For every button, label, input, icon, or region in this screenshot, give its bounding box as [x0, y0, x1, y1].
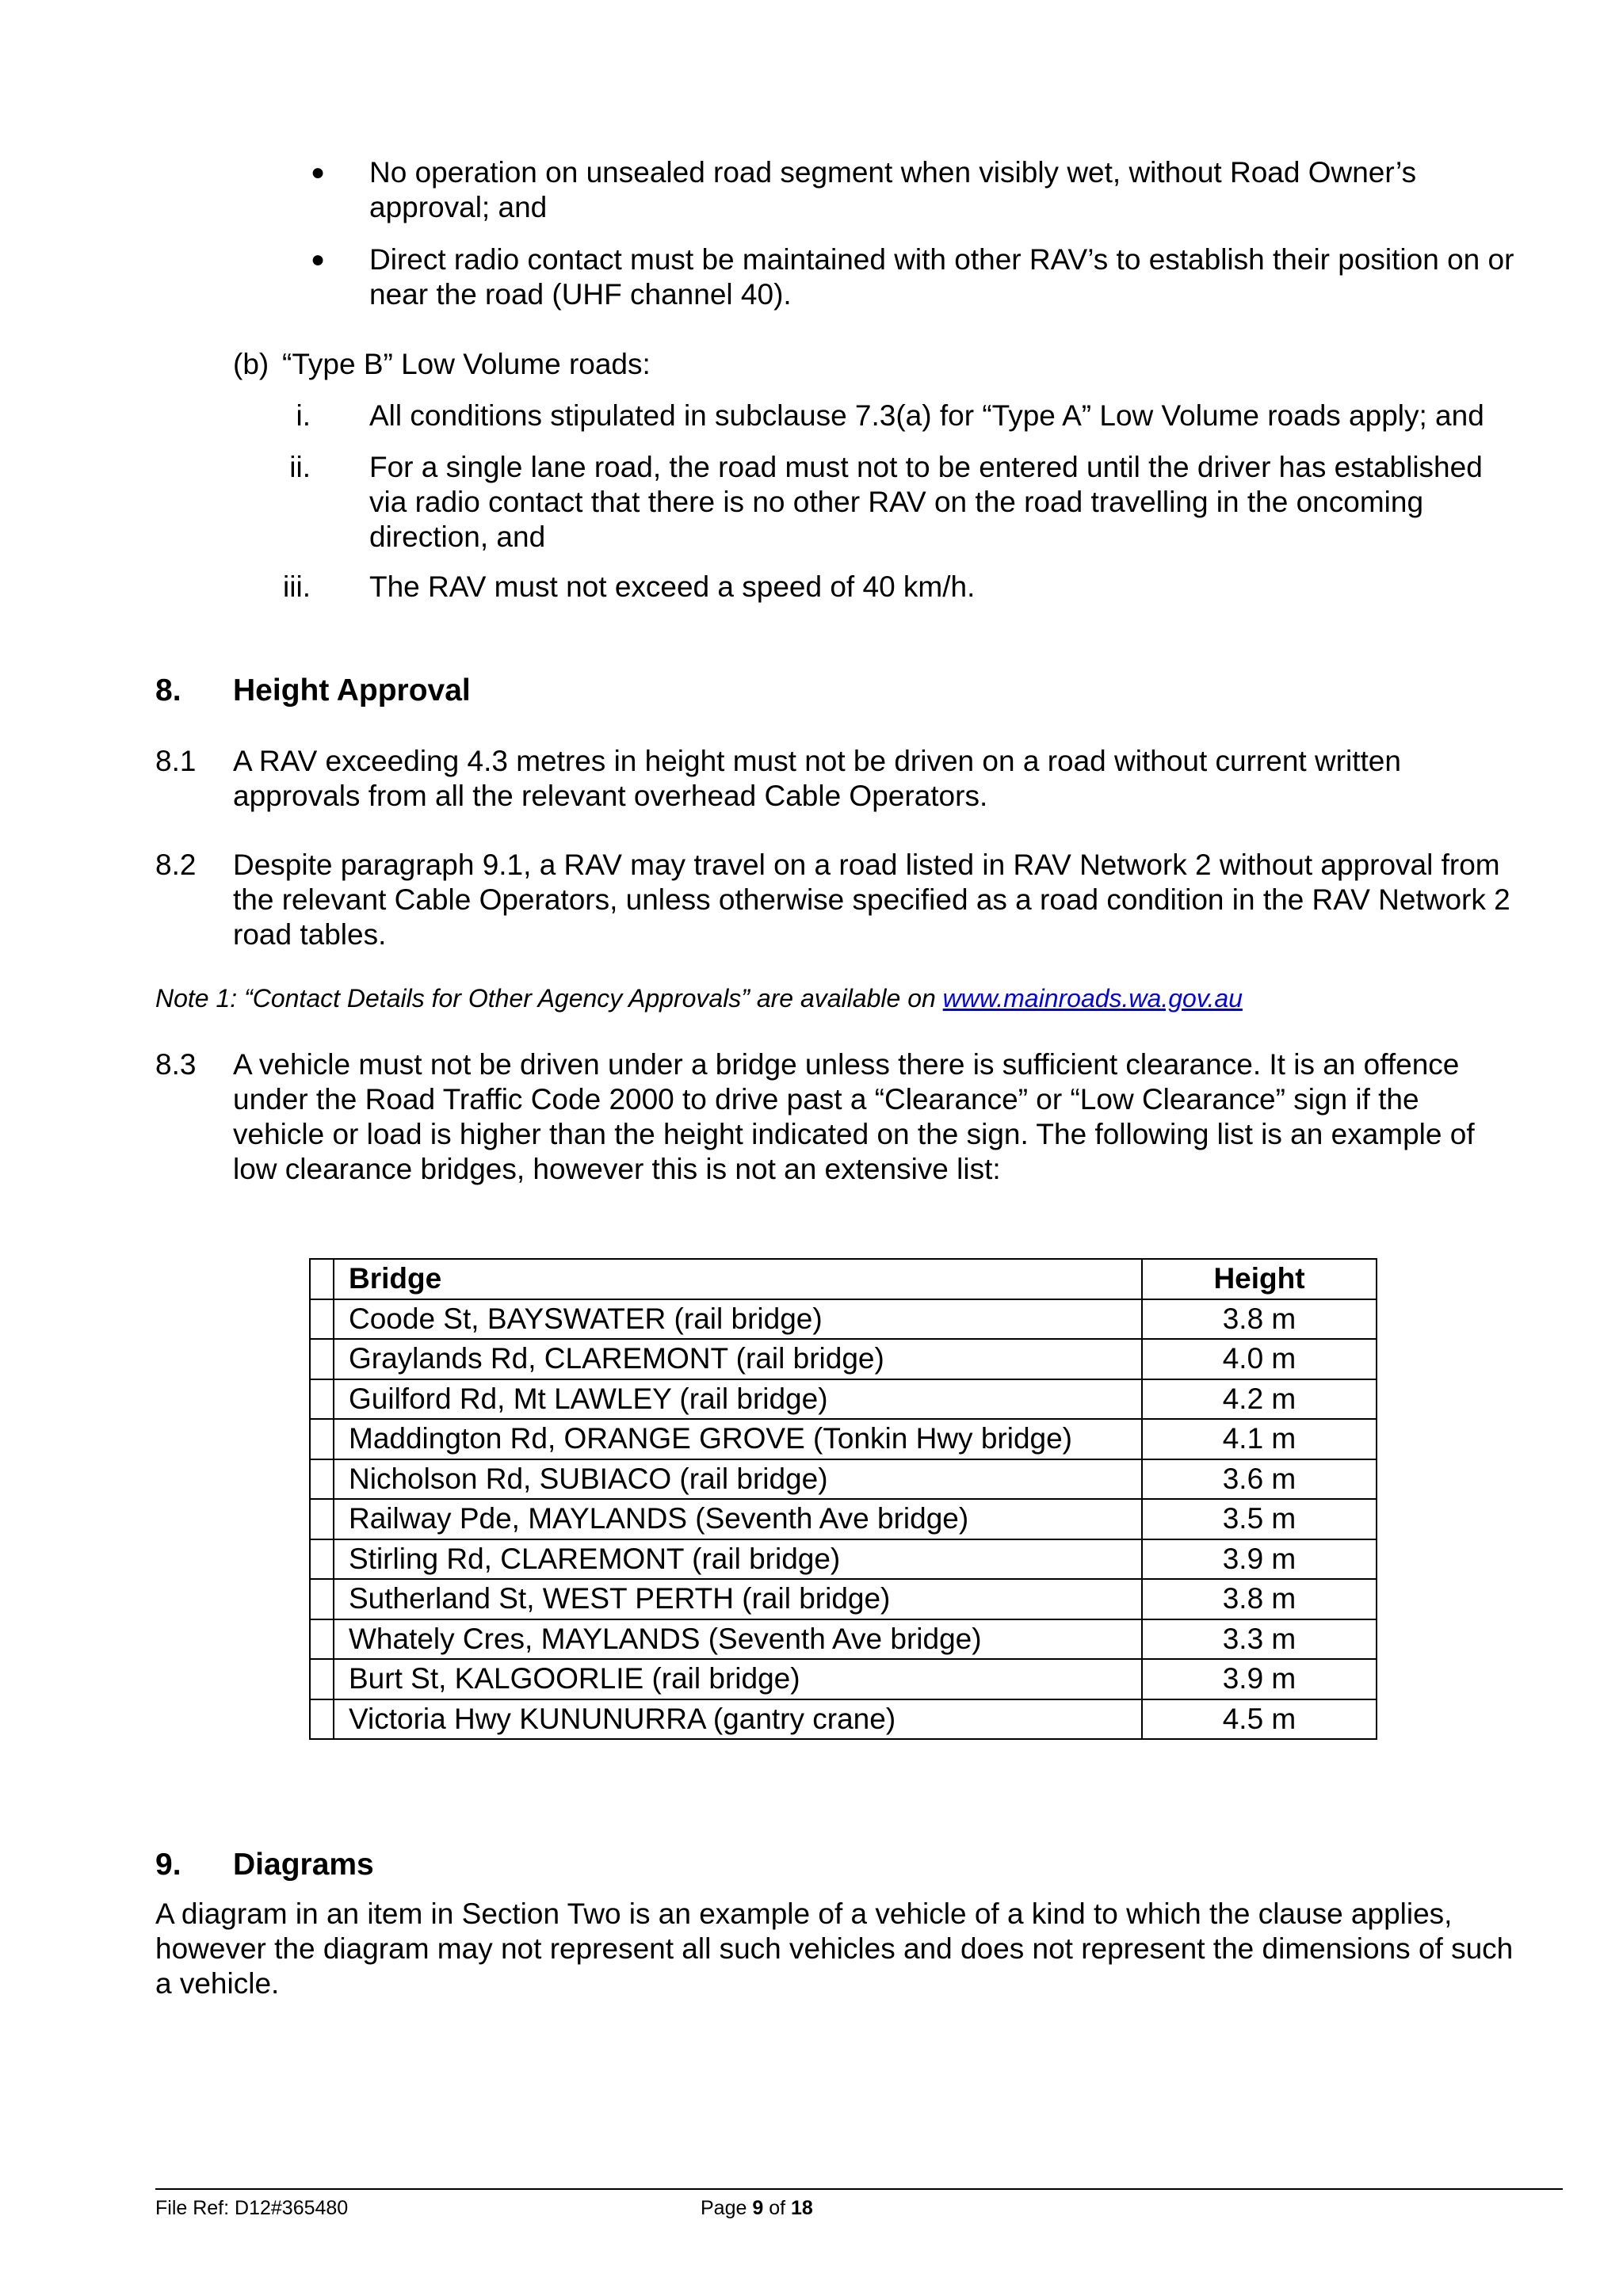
note-1	[155, 982, 1243, 1014]
paragraph-diagrams	[155, 1897, 1513, 2001]
bridge-cell: Maddington Rd, ORANGE GROVE (Tonkin Hwy bridge)	[334, 1419, 1142, 1459]
height-cell: 3.5 m	[1142, 1499, 1377, 1539]
list-line: For a single lane road, the road must not to be entered until the driver has established	[369, 451, 1483, 483]
paragraph-line: under the Road Traffic Code 2000 to drive past a “Clearance” or “Low Clearance” sign if the	[233, 1083, 1419, 1116]
bullet-line: Direct radio contact must be maintained with other RAV’s to establish their position on or	[369, 243, 1514, 276]
height-cell: 3.3 m	[1142, 1619, 1377, 1660]
page-of: of	[763, 2197, 791, 2219]
list-line: The RAV must not exceed a speed of 40 km/h.	[369, 570, 976, 603]
bridge-cell: Coode St, BAYSWATER (rail bridge)	[334, 1299, 1142, 1340]
table-cell-blank	[310, 1259, 334, 1299]
table-row	[310, 1499, 1377, 1539]
paragraph-number: 8.1	[155, 745, 197, 777]
table-cell-blank	[310, 1419, 334, 1459]
bridge-cell: Victoria Hwy KUNUNURRA (gantry crane)	[334, 1699, 1142, 1740]
bridge-cell: Guilford Rd, Mt LAWLEY (rail bridge)	[334, 1379, 1142, 1420]
bridge-cell: Stirling Rd, CLAREMONT (rail bridge)	[334, 1539, 1142, 1580]
height-cell: 4.2 m	[1142, 1379, 1377, 1420]
bullet-line: near the road (UHF channel 40).	[369, 278, 792, 311]
bridge-cell: Whately Cres, MAYLANDS (Seventh Ave bridge)	[334, 1619, 1142, 1660]
section-number: 8.	[155, 673, 181, 707]
bullet-symbol: ●	[311, 159, 326, 185]
bullet-line: approval; and	[369, 191, 548, 223]
bullet-line: No operation on unsealed road segment when visibly wet, without Road Owner’s	[369, 156, 1417, 189]
list-item-text	[369, 450, 1483, 555]
table-header-row	[310, 1259, 1377, 1299]
table-row	[310, 1539, 1377, 1580]
table-cell-blank	[310, 1619, 334, 1660]
table-row	[310, 1459, 1377, 1500]
table-cell-blank	[310, 1699, 334, 1740]
paragraph-line: vehicle or load is higher than the height indicated on the sign. The following list is an example of	[233, 1118, 1475, 1150]
list-item-text	[369, 399, 1484, 433]
list-number: i.	[296, 399, 311, 432]
paragraph-8-3	[233, 1047, 1475, 1187]
column-header-height: Height	[1142, 1259, 1377, 1299]
paragraph-line: Despite paragraph 9.1, a RAV may travel on a road listed in RAV Network 2 without approval from	[233, 849, 1500, 881]
bullet-text	[369, 155, 1416, 225]
table-row	[310, 1339, 1377, 1379]
height-cell: 4.5 m	[1142, 1699, 1377, 1740]
paragraph-line: approvals from all the relevant overhead Cable Operators.	[233, 780, 988, 812]
bridge-clearance-table	[309, 1258, 1377, 1740]
column-header-bridge: Bridge	[334, 1259, 1142, 1299]
table-row	[310, 1579, 1377, 1619]
paragraph-line: the relevant Cable Operators, unless otherwise specified as a road condition in the RAV Network 2	[233, 883, 1510, 916]
note-text: Note 1: “Contact Details for Other Agency Approvals” are available on	[155, 984, 943, 1013]
list-line: All conditions stipulated in subclause 7.3(a) for “Type A” Low Volume roads apply; and	[369, 399, 1484, 432]
height-cell: 3.8 m	[1142, 1299, 1377, 1340]
section-number: 9.	[155, 1848, 181, 1882]
list-line: direction, and	[369, 521, 546, 553]
table-row	[310, 1419, 1377, 1459]
list-line: via radio contact that there is no other RAV on the road travelling in the oncoming	[369, 486, 1424, 518]
table-row	[310, 1659, 1377, 1699]
table-cell-blank	[310, 1539, 334, 1580]
table-row	[310, 1299, 1377, 1340]
table-cell-blank	[310, 1339, 334, 1379]
footer-divider	[155, 2188, 1563, 2190]
bridge-cell: Nicholson Rd, SUBIACO (rail bridge)	[334, 1459, 1142, 1500]
bullet-text	[369, 242, 1514, 312]
bridge-cell: Sutherland St, WEST PERTH (rail bridge)	[334, 1579, 1142, 1619]
bullet-symbol: ●	[311, 246, 326, 273]
paragraph-number: 8.2	[155, 849, 197, 881]
height-cell: 3.9 m	[1142, 1659, 1377, 1699]
paragraph-number: 8.3	[155, 1048, 197, 1081]
table-cell-blank	[310, 1579, 334, 1619]
bridge-cell: Graylands Rd, CLAREMONT (rail bridge)	[334, 1339, 1142, 1379]
height-cell: 4.0 m	[1142, 1339, 1377, 1379]
table-row	[310, 1619, 1377, 1660]
paragraph-line: a vehicle.	[155, 1967, 280, 2000]
page-indicator	[701, 2196, 813, 2220]
paragraph-line: however the diagram may not represent all such vehicles and does not represent the dimensions of such	[155, 1932, 1514, 1965]
table-cell-blank	[310, 1499, 334, 1539]
height-cell: 3.9 m	[1142, 1539, 1377, 1580]
paragraph-line: A RAV exceeding 4.3 metres in height must not be driven on a road without current written	[233, 745, 1401, 777]
table-cell-blank	[310, 1459, 334, 1500]
paragraph-line: A diagram in an item in Section Two is an example of a vehicle of a kind to which the clause applies,	[155, 1897, 1453, 1930]
bridge-cell: Burt St, KALGOORLIE (rail bridge)	[334, 1659, 1142, 1699]
table-cell-blank	[310, 1379, 334, 1420]
height-cell: 3.8 m	[1142, 1579, 1377, 1619]
type-b-label: (b)	[233, 348, 269, 380]
paragraph-line: road tables.	[233, 918, 387, 951]
height-cell: 3.6 m	[1142, 1459, 1377, 1500]
list-item-text	[369, 570, 975, 605]
section-title: Height Approval	[233, 673, 471, 707]
type-b-title: “Type B” Low Volume roads:	[282, 348, 651, 380]
height-cell: 4.1 m	[1142, 1419, 1377, 1459]
page-total: 18	[791, 2197, 813, 2219]
table-cell-blank	[310, 1659, 334, 1699]
table-row	[310, 1379, 1377, 1420]
file-reference: File Ref: D12#365480	[155, 2197, 349, 2219]
mainroads-link[interactable]: www.mainroads.wa.gov.au	[942, 984, 1243, 1013]
bridge-cell: Railway Pde, MAYLANDS (Seventh Ave bridge)	[334, 1499, 1142, 1539]
paragraph-line: A vehicle must not be driven under a bridge unless there is sufficient clearance. It is an offence	[233, 1048, 1460, 1081]
page-number: 9	[752, 2197, 764, 2219]
section-title: Diagrams	[233, 1848, 374, 1882]
paragraph-8-2	[233, 848, 1510, 952]
table-cell-blank	[310, 1299, 334, 1340]
paragraph-8-1	[233, 744, 1401, 814]
table-row	[310, 1699, 1377, 1740]
list-number: ii.	[289, 451, 311, 483]
list-number: iii.	[283, 570, 311, 603]
paragraph-line: low clearance bridges, however this is not an extensive list:	[233, 1153, 1001, 1185]
page-prefix: Page	[701, 2197, 753, 2219]
